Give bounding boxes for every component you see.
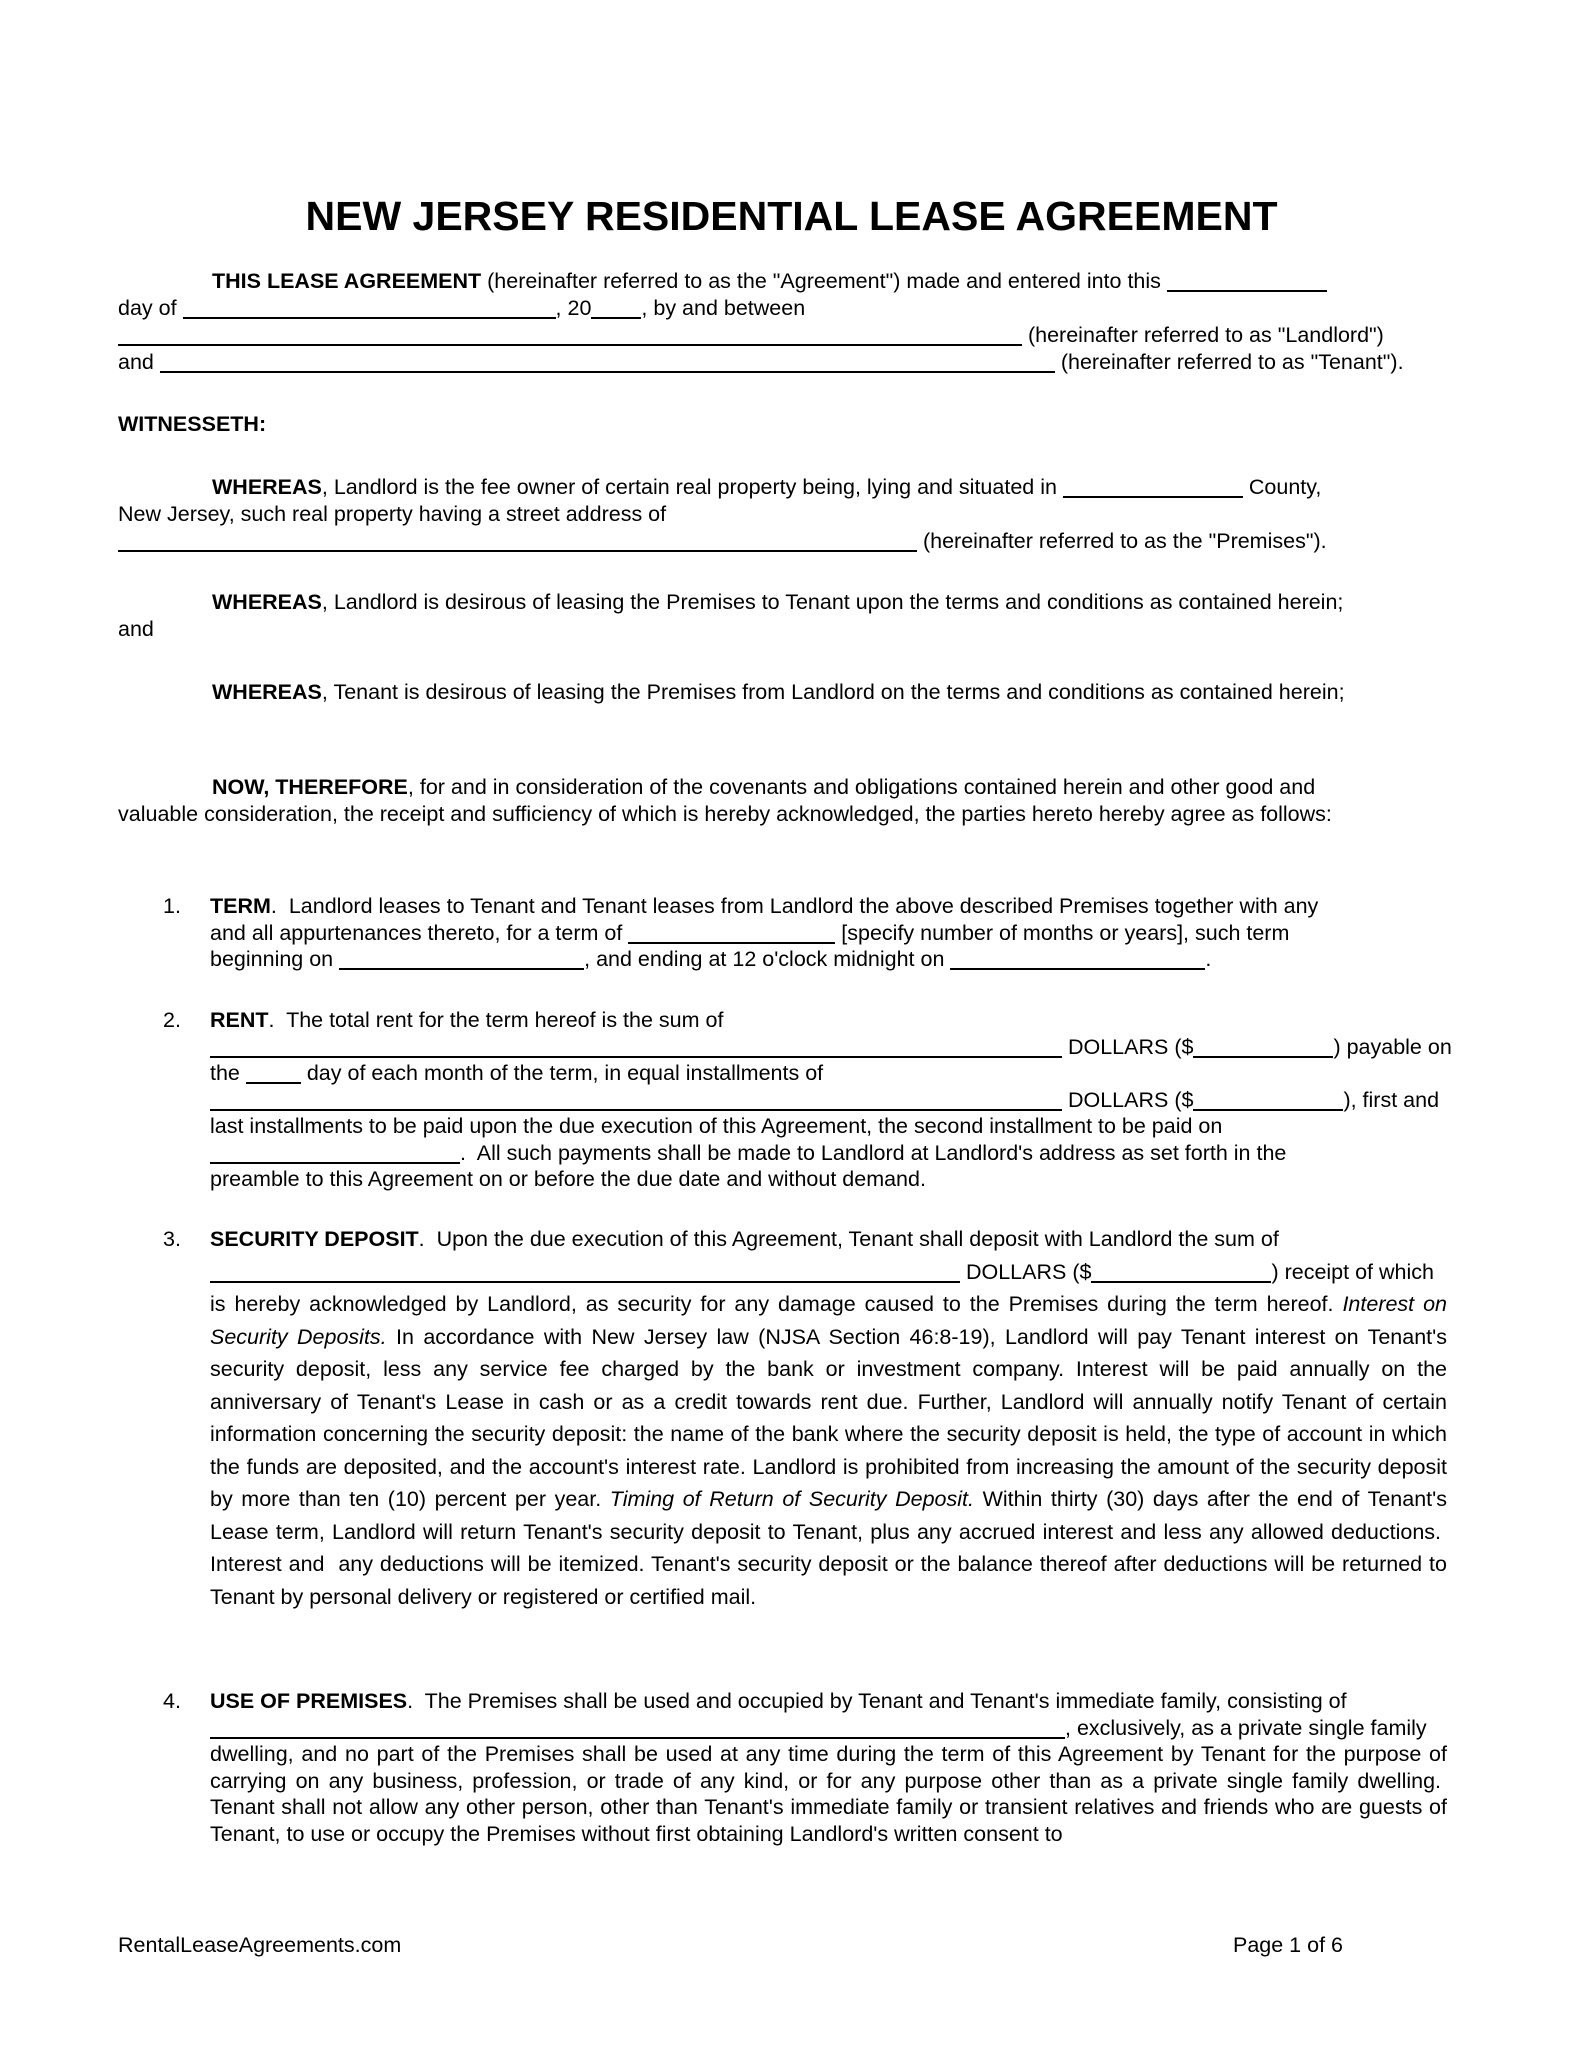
text-run: dwelling, and no part of the Premises shall be used at any time during the term of this Agreement by Tenant for the purpose of carrying on any business, profession, or trade of any kind, or for any purpose other than as a private single family dwelling. Tenant shall not allow any other person, other than Tenant's immediate family or transient relatives and friends who are guests of Tenant, to use or occupy the Premises without first obtaining Landlord's written consent to [210,1742,1447,1846]
text-run: preamble to this Agreement on or before the due date and without demand. [210,1167,926,1191]
blank-field [246,1070,301,1084]
text-run: and [118,350,160,374]
text-run: (hereinafter referred to as the "Premises"). [917,529,1327,553]
blank-field [591,305,641,319]
text-run: last installments to be paid upon the due execution of this Agreement, the second installment to be paid on [210,1114,1223,1138]
text-line [210,1688,1447,1715]
blank-field [160,359,1055,373]
text-line [210,1007,1447,1034]
text-line [210,1060,1447,1087]
footer-page-number: Page 1 of 6 [1233,1933,1343,1957]
text-run: Within thirty (30) days after the end of Tenant's Lease term, Landlord will return Tenant's security deposit to Tenant, plus any accrued interest and less any allowed deductions. Interest and any deductions will be itemized. Tenant's security deposit or the balance thereof after deductions will be returned to Tenant by personal delivery or registered or certified mail. [210,1487,1447,1609]
text-run: day of [118,296,183,320]
text-line [118,679,1448,706]
text-run: valuable consideration, the receipt and sufficiency of which is hereby acknowledged, the parties hereto hereby agree as follows: [118,802,1332,826]
text-line [118,528,1448,555]
whereas-landlord-paragraph [118,589,1448,643]
item-body [210,1007,1452,1193]
text-line [118,474,1448,501]
now-therefore-paragraph [118,774,1448,828]
text-run: , 20 [555,296,592,320]
text-run: . All such payments shall be made to Landlord at Landlord's address as set forth in the [460,1140,1287,1165]
text-run: DOLLARS ($ [960,1259,1092,1284]
witnesseth-heading [118,411,1448,438]
text-line [118,322,1448,349]
blank-field [210,1044,1062,1058]
text-line [118,774,1448,801]
text-run: (hereinafter referred to as the "Agreement") made and entered into this [481,269,1167,293]
text-line [210,1166,1447,1193]
blank-field [1091,1269,1271,1283]
text-run: In accordance with New Jersey law (NJSA Section 46:8-19), Landlord will pay Tenant interest on Tenant's security deposit, less any service fee charged by the bank or investment company. Interest will be paid annually on the anniversary of Tenant's Lease in cash or as a credit towards rent due. Further, Landlord will annually notify Tenant of certain information concerning the security deposit: the name of the bank where the security deposit is held, the type of account in which the funds are deposited, and the account's interest rate. Landlord is prohibited from increasing the amount of the security deposit by more than ten (10) percent per year. [210,1324,1447,1511]
blank-field [118,332,1022,346]
text-line [210,1715,1447,1742]
text-run: WHEREAS [212,475,322,499]
text-line [118,295,1448,322]
text-run: County, [1242,475,1322,499]
whereas-owner-paragraph [118,474,1448,555]
text-run: New Jersey, such real property having a street address of [118,502,667,526]
text-run: DOLLARS ($ [1062,1034,1194,1059]
blank-field [950,956,1205,970]
text-run: THIS LEASE AGREEMENT [212,269,482,293]
text-line [210,1113,1447,1140]
text-flow [210,1741,1447,1847]
whereas-tenant-paragraph [118,679,1448,706]
text-line [118,501,1448,528]
blank-field [1063,484,1243,498]
text-flow [210,1288,1447,1613]
text-run: SECURITY DEPOSIT [210,1227,419,1251]
text-line [118,801,1448,828]
blank-field [1167,278,1327,292]
text-run: (hereinafter referred to as "Landlord") [1022,323,1384,347]
text-line [210,1256,1447,1289]
text-run: . The Premises shall be used and occupied by Tenant and Tenant's immediate family, consisting of [407,1689,1347,1713]
text-run: ) receipt of which [1271,1259,1434,1284]
text-run: , by and between [641,296,806,320]
text-run: [specify number of months or years], such term [835,920,1290,945]
lease-item-rent [118,1007,1452,1193]
text-run: , and ending at 12 o'clock midnight on [584,947,951,971]
item-body [210,893,1447,973]
text-run: . Landlord leases to Tenant and Tenant leases from Landlord the above described Premises together with any [270,894,1319,918]
text-run: WHEREAS [212,590,322,614]
item-number: 3. [163,1227,181,1251]
text-line [210,1140,1447,1167]
text-run: day of each month of the term, in equal installments of [300,1061,824,1085]
item-number: 2. [163,1008,181,1032]
blank-field [628,930,835,944]
text-run: and all appurtenances thereto, for a term of [210,920,629,945]
text-run: ) payable on [1333,1034,1452,1059]
text-run: RENT [210,1008,269,1032]
text-line [118,411,1448,438]
blank-field [1193,1097,1343,1111]
document-title: NEW JERSEY RESIDENTIAL LEASE AGREEMENT [305,193,1278,239]
text-run: (hereinafter referred to as "Tenant"). [1054,350,1404,374]
blank-field [1193,1044,1333,1058]
blank-field [210,1097,1062,1111]
lease-item-use-of-premises [118,1688,1448,1847]
item-body [210,1688,1447,1847]
blank-field [183,305,556,319]
text-line [118,616,1448,643]
text-run: , Landlord is desirous of leasing the Premises to Tenant upon the terms and conditions as contained herein; [321,590,1344,614]
text-run: the [210,1061,246,1085]
text-run: , Landlord is the fee owner of certain real property being, lying and situated in [321,475,1063,499]
blank-field [210,1150,460,1164]
text-line [118,268,1448,295]
text-run: Interest on Security Deposits. [210,1292,1448,1349]
footer-site-name: RentalLeaseAgreements.com [118,1933,402,1957]
text-run: . Upon the due execution of this Agreement, Tenant shall deposit with Landlord the sum of [418,1227,1279,1251]
text-run: and [118,617,154,641]
item-body [210,1223,1447,1613]
blank-field [118,538,917,552]
text-run: . The total rent for the term hereof is the sum of [268,1008,724,1032]
blank-field [210,1269,960,1283]
text-run: . [1205,947,1212,971]
text-run: DOLLARS ($ [1062,1087,1194,1112]
blank-field [210,1725,1065,1739]
lease-item-security-deposit [118,1223,1448,1613]
text-line [118,349,1448,376]
text-line [210,1223,1447,1256]
text-run: ), first and [1343,1087,1440,1112]
text-line [210,920,1447,947]
text-run: beginning on [210,947,340,971]
text-line [210,1087,1447,1114]
text-run: TERM [210,894,271,918]
blank-field [339,956,584,970]
text-run: Timing of Return of Security Deposit. [609,1487,974,1511]
text-run: WITNESSETH: [118,412,267,436]
text-run: , Tenant is desirous of leasing the Premises from Landlord on the terms and conditions as contained herein; [321,680,1345,704]
item-number: 4. [163,1689,181,1713]
text-line [210,1034,1452,1061]
text-line [118,589,1448,616]
text-run: USE OF PREMISES [210,1689,408,1713]
text-run: is hereby acknowledged by Landlord, as security for any damage caused to the Premises during the term hereof. [210,1292,1343,1316]
text-run: WHEREAS [212,680,322,704]
text-run: , for and in consideration of the covenants and obligations contained herein and other good and [407,775,1316,799]
item-number: 1. [163,894,181,918]
text-run: NOW, THEREFORE [212,775,408,799]
intro-paragraph [118,268,1448,376]
text-run: , exclusively, as a private single family [1065,1715,1427,1740]
text-line [210,946,1447,973]
lease-item-term [118,893,1448,973]
text-line [210,893,1447,920]
